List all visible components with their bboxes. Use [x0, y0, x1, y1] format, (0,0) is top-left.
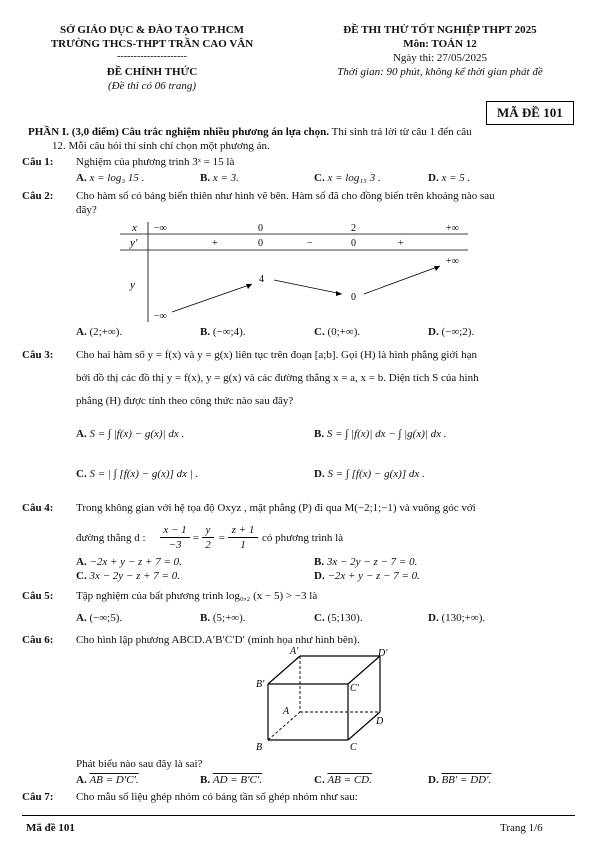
part1-heading [28, 126, 580, 138]
q6-option-a: A. AB = D′C′. [76, 774, 139, 786]
q1-option-c: C. x = log₁₅ 3 . [314, 172, 381, 184]
cube-label-a: A [283, 706, 290, 717]
table-x-2: 2 [351, 223, 356, 234]
frac2-num: y [202, 524, 214, 538]
q1-text: Nghiệm của phương trình 3ˣ = 15 là [76, 156, 235, 168]
q6-option-b: B. AD = B′C′. [200, 774, 263, 786]
q5-option-c: C. (5;130). [314, 612, 363, 624]
variation-table [118, 220, 478, 324]
q7-text: Cho mẫu số liệu ghép nhóm có bảng tần số ghép nhóm như sau: [76, 791, 358, 803]
q5-option-d: D. (130;+∞). [428, 612, 486, 624]
q1-option-d: D. x = 5 . [428, 172, 471, 184]
table-y-max: 4 [259, 274, 264, 285]
q5-text: Tập nghiệm của bất phương trình log₀,₂ (x − 5) > −3 là [76, 590, 318, 602]
table-x-0: 0 [258, 223, 263, 234]
q6-text: Cho hình lập phương ABCD.A′B′C′D′ (minh họa như hình bên). [76, 634, 360, 646]
cube-label-b1: B′ [256, 679, 265, 690]
q2-text-2: đây? [76, 204, 97, 216]
q5-option-b: B. (5;+∞). [200, 612, 246, 624]
q5-option-a: A. (−∞;5). [76, 612, 123, 624]
q4-option-a: A. −2x + y − z + 7 = 0. [76, 556, 182, 568]
table-y-label: y [130, 279, 135, 291]
q3-text-3: phẳng (H) được tính theo công thức nào sau đây? [76, 395, 294, 407]
official-label: ĐỀ CHÍNH THỨC [106, 66, 198, 78]
footer-code: Mã đề 101 [26, 822, 75, 834]
q6-option-d: D. BB′ = DD′. [428, 774, 492, 786]
frac3-num: z + 1 [228, 524, 258, 538]
cube-label-d: D [376, 716, 384, 727]
q1-option-a: A. x = log₃ 15 . [76, 172, 145, 184]
q7-label: Câu 7: [22, 791, 54, 803]
q1-label: Câu 1: [22, 156, 54, 168]
q4-label: Câu 4: [22, 502, 54, 514]
q4-text: Trong không gian với hệ tọa độ Oxyz , mặt phẳng (P) đi qua M(−2;1;−1) và vuông góc với [76, 502, 476, 514]
q2-option-b: B. (−∞;4). [200, 326, 246, 338]
part1-intro: Thí sinh trả lời từ câu 1 đến câu [329, 126, 472, 138]
q4-option-d: D. −2x + y − z − 7 = 0. [314, 570, 420, 582]
cube-label-c: C [350, 742, 357, 753]
school-name: TRƯỜNG THCS-THPT TRẦN CAO VÂN [50, 38, 254, 50]
cube-label-a1: A′ [290, 646, 299, 657]
table-y-min: 0 [351, 292, 356, 303]
arrow-up-1 [172, 284, 252, 312]
frac2-den: 2 [205, 539, 211, 551]
header-dashes: --------------------- [117, 51, 187, 62]
table-yp-zero-2: 0 [351, 238, 356, 249]
q5-label: Câu 5: [22, 590, 54, 602]
q6-label: Câu 6: [22, 634, 54, 646]
footer-rule [22, 815, 575, 816]
q3-text: Cho hai hàm số y = f(x) và y = g(x) liên tục trên đoạn [a;b]. Gọi (H) là hình phẳng giới hạn [76, 349, 477, 361]
arrow-down [274, 280, 342, 294]
arrow-up-2 [364, 266, 440, 294]
exam-time: Thời gian: 90 phút, không kể thời gian phát đề [337, 66, 543, 78]
table-x-label: x [132, 222, 137, 234]
frac1-num: x − 1 [160, 524, 190, 538]
table-y-pos-inf: +∞ [446, 256, 459, 267]
part1-title: PHẦN I. (3,0 điểm) Câu trắc nghiệm nhiều phương án lựa chọn. [28, 126, 330, 138]
cube-label-d1: D′ [378, 648, 388, 659]
q2-label: Câu 2: [22, 190, 54, 202]
dept-name: SỞ GIÁO DỤC & ĐÀO TẠO TP.HCM [59, 24, 245, 36]
exam-code-box: MÃ ĐỀ 101 [486, 101, 574, 125]
table-yp-minus: − [307, 238, 313, 249]
q1-option-b: B. x = 3. [200, 172, 239, 184]
q3-option-d: D. S = ∫ [f(x) − g(x)] dx . [314, 468, 425, 480]
q4-option-b: B. 3x − 2y − z − 7 = 0. [314, 556, 418, 568]
q4-text-2b: có phương trình là [262, 532, 344, 544]
cube-label-c1: C′ [350, 683, 359, 694]
q6-text-2: Phát biểu nào sau đây là sai? [76, 758, 203, 770]
subject: Môn: TOÁN 12 [403, 38, 477, 50]
table-yp-label: y′ [130, 237, 138, 249]
exam-date: Ngày thi: 27/05/2025 [392, 52, 488, 64]
q6-option-c: C. AB = CD. [314, 774, 372, 786]
q2-option-d: D. (−∞;2). [428, 326, 475, 338]
part1-intro-2: 12. Mỗi câu hỏi thí sinh chỉ chọn một phương án. [52, 140, 270, 152]
table-yp-zero-1: 0 [258, 238, 263, 249]
table-y-neg-inf: −∞ [154, 311, 167, 322]
q3-option-b: B. S = ∫ |f(x)| dx − ∫ |g(x)| dx . [314, 428, 447, 440]
cube-label-b: B [256, 742, 263, 753]
table-x-neg-inf: −∞ [154, 223, 167, 234]
table-yp-plus-2: + [398, 238, 404, 249]
table-x-pos-inf: +∞ [446, 223, 459, 234]
q2-option-c: C. (0;+∞). [314, 326, 361, 338]
frac1-den: −3 [168, 539, 182, 551]
q4-option-c: C. 3x − 2y − z + 7 = 0. [76, 570, 180, 582]
q3-option-a: A. S = ∫ |f(x) − g(x)| dx . [76, 428, 185, 440]
cube-figure [250, 646, 390, 756]
table-yp-plus-1: + [212, 238, 218, 249]
q4-text-2a: đường thẳng d : [76, 532, 146, 544]
pages-note: (Đề thi có 06 trang) [108, 80, 196, 92]
footer-page: Trang 1/6 [500, 822, 543, 834]
frac3-den: 1 [240, 539, 246, 551]
q3-text-2: bởi đồ thị các đồ thị y = f(x), y = g(x) và các đường thẳng x = a, x = b. Diện tích S của hình [76, 372, 479, 384]
q2-option-a: A. (2;+∞). [76, 326, 123, 338]
q3-label: Câu 3: [22, 349, 54, 361]
q2-text: Cho hàm số có bảng biến thiên như hình vẽ bên. Hàm số đã cho đồng biến trên khoảng nào sau [76, 190, 495, 202]
q3-option-c: C. S = | ∫ [f(x) − g(x)] dx | . [76, 468, 199, 480]
exam-title: ĐỀ THI THỬ TỐT NGHIỆP THPT 2025 [343, 24, 537, 36]
